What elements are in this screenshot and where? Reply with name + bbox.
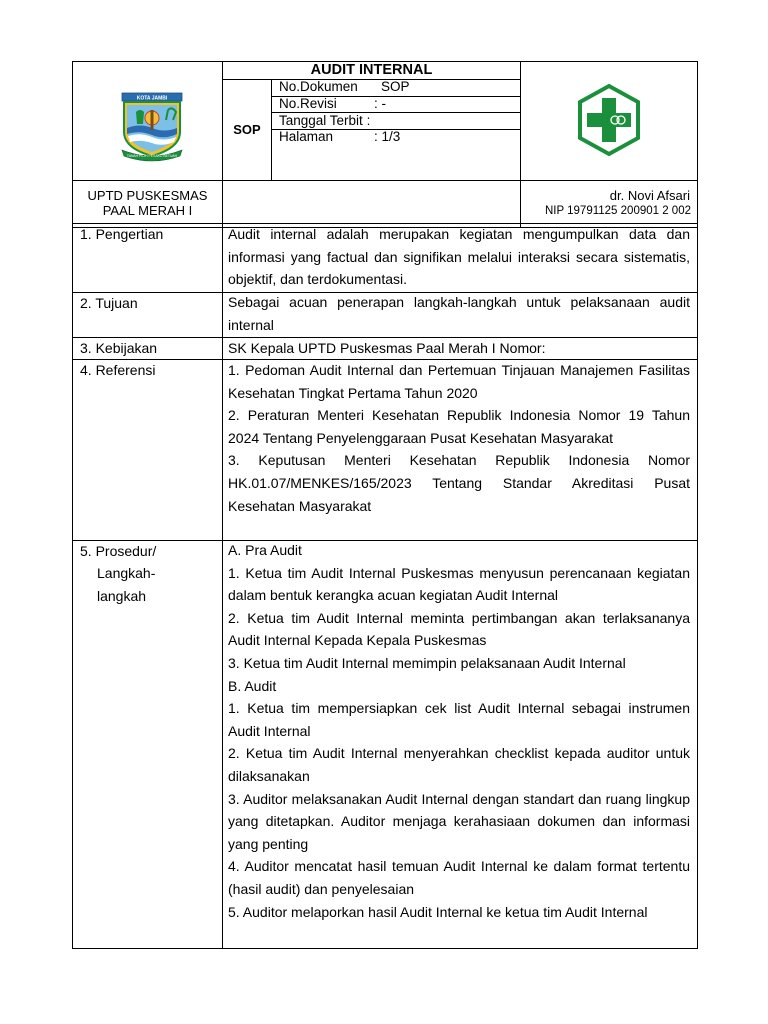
referensi-item: 1. Pedoman Audit Internal dan Pertemuan Tinjauan Manajemen Fasilitas Kesehatan Tingkat Pertama Tahun 2020 [228,362,690,401]
field-label-no-revisi: No.Revisi [279,96,337,111]
institution-middle-cell [222,180,521,228]
kebijakan-label: 3. Kebijakan [80,340,158,356]
kebijakan-text: SK Kepala UPTD Puskesmas Paal Merah I Nomor: [228,340,546,356]
signatory-nip: NIP 19791125 200901 2 002 [544,205,691,217]
field-value-no-dokumen: SOP [381,79,410,94]
prosedur-label-line1: 5. Prosedur/ [80,543,157,559]
field-value-no-revisi: : - [374,96,386,111]
tanggal-terbit-text: Tanggal Terbit [279,113,363,128]
prosedur-label-cell [72,540,223,949]
prosedur-item: A. Pra Audit [228,542,302,558]
field-value-halaman: : 1/3 [374,129,401,144]
prosedur-item: 5. Auditor melaporkan hasil Audit Internal ke ketua tim Audit Internal [228,903,648,920]
signatory-name: dr. Novi Afsari [609,188,690,203]
kota-jambi-emblem-icon [116,90,188,162]
emblem-ribbon-text: TANAH PILIH PESAKO BETUAH [126,154,178,158]
tujuan-label: 2. Tujuan [80,295,138,311]
prosedur-item: 3. Auditor melaksanakan Audit Internal dengan standart dan ruang lingkup yang ditetapkan. Auditor menjaga kerahasiaan dokumen dan informasi yang penting [228,790,690,852]
field-label-halaman: Halaman [279,129,334,144]
prosedur-label-line2: Langkah- [97,565,156,581]
referensi-list [228,359,690,517]
prosedur-item: 1. Ketua tim mempersiapkan cek list Audit Internal sebagai instrumen Audit Internal [228,700,690,739]
tujuan-text: Sebagai acuan penerapan langkah-langkah untuk pelaksanaan audit internal [228,294,690,333]
emblem-banner-text: KOTA JAMBI [136,95,168,102]
institution-name-line2: PAAL MERAH I [102,203,193,218]
pengertian-label: 1. Pengertian [80,226,164,242]
field-label-no-dokumen: No.Dokumen [279,79,358,94]
referensi-item: 2. Peraturan Menteri Kesehatan Republik Indonesia Nomor 19 Tahun 2024 Tentang Penyelenggaraan Pusat Kesehatan Masyarakat [228,407,690,446]
document-title: AUDIT INTERNAL [310,62,433,78]
prosedur-item: B. Audit [228,677,277,694]
referensi-label: 4. Referensi [80,362,156,378]
tanggal-terbit-colon: : [366,113,371,128]
health-cross-logo-icon [575,83,643,157]
pengertian-text: Audit internal adalah merupakan kegiatan mengumpulkan data dan informasi yang factual dan signifikan melalui interaksi secara sistematis, objektif, dan terdokumentasi. [228,226,690,288]
field-label-tanggal-terbit [279,113,370,129]
prosedur-label-line3: langkah [97,588,147,604]
prosedur-item: 3. Ketua tim Audit Internal memimpin pelaksanaan Audit Internal [228,654,626,671]
prosedur-list [228,539,690,923]
referensi-item: 3. Keputusan Menteri Kesehatan Republik Indonesia Nomor HK.01.07/MENKES/165/2023 Tentang Standar Akreditasi Pusat Kesehatan Masyarakat [228,452,690,514]
prosedur-item: 1. Ketua tim Audit Internal Puskesmas menyusun perencanaan kegiatan dalam bentuk kerangka acuan kegiatan Audit Internal [228,564,690,604]
prosedur-item: 4. Auditor mencatat hasil temuan Audit Internal ke dalam format tertentu (hasil audit) dan penyelesaian [228,858,690,897]
sop-label: SOP [233,122,261,137]
prosedur-item: 2. Ketua tim Audit Internal menyerahkan checklist kepada auditor untuk dilaksanakan [228,745,690,784]
institution-name-line1: UPTD PUSKESMAS [87,188,208,203]
prosedur-item: 2. Ketua tim Audit Internal meminta pertimbangan akan terlaksananya Audit Internal Kepada Kepala Puskesmas [228,609,690,649]
referensi-label-cell [72,359,223,541]
